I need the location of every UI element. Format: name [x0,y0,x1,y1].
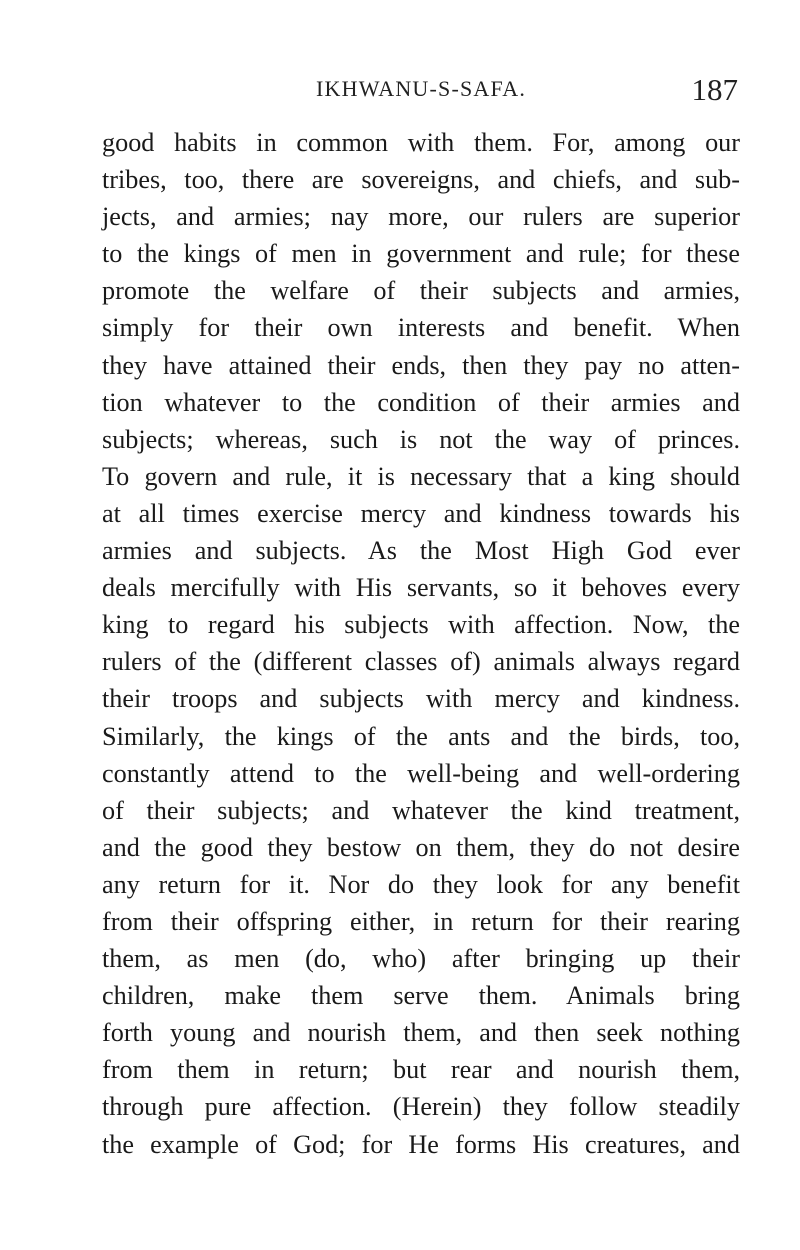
text-line: good habits in common with them. For, among our [102,128,740,157]
text-line: they have attained their ends, then they pay no atten- [102,350,740,380]
text-line: promote the welfare of their subjects and armies, [102,276,740,306]
text-line: simply for their own interests and benefit. When [102,313,740,343]
text-line: them, as men (do, who) after bringing up their [102,944,740,974]
text-line: the example of God; for He forms His creatures, and [102,1129,740,1159]
text-line: forth young and nourish them, and then seek nothing [102,1018,740,1048]
text-line: from them in return; but rear and nourish them, [102,1055,740,1085]
body-text [102,124,740,1163]
text-line: constantly attend to the well-being and well-ordering [102,758,740,788]
page-header [316,72,740,112]
text-line: tion whatever to the condition of their armies and [102,387,740,417]
text-line: of their subjects; and whatever the kind treatment, [102,795,740,825]
text-line: from their offspring either, in return for their rearing [102,906,740,936]
text-line: rulers of the (different classes of) animals always regard [102,647,740,677]
page-number: 187 [691,72,738,107]
text-line: king to regard his subjects with affection. Now, the [102,610,740,640]
text-line: their troops and subjects with mercy and kindness. [102,684,740,714]
text-line: children, make them serve them. Animals bring [102,981,740,1011]
text-line: tribes, too, there are sovereigns, and chiefs, and sub- [102,165,740,195]
text-line: deals mercifully with His servants, so it behoves every [102,573,740,603]
text-line: at all times exercise mercy and kindness towards his [102,498,740,528]
text-line: and the good they bestow on them, they do not desire [102,832,740,862]
text-line: subjects; whereas, such is not the way of princes. [102,424,740,454]
text-line: to the kings of men in government and rule; for these [102,239,740,269]
text-line: Similarly, the kings of the ants and the birds, too, [102,721,740,751]
text-line: any return for it. Nor do they look for any benefit [102,869,740,899]
text-line: To govern and rule, it is necessary that a king should [102,461,740,491]
text-line: through pure affection. (Herein) they follow steadily [102,1092,740,1122]
running-title: IKHWANU-S-SAFA. [316,76,527,101]
text-line: jects, and armies; nay more, our rulers are superior [102,202,740,232]
text-line: armies and subjects. As the Most High God ever [102,536,740,566]
